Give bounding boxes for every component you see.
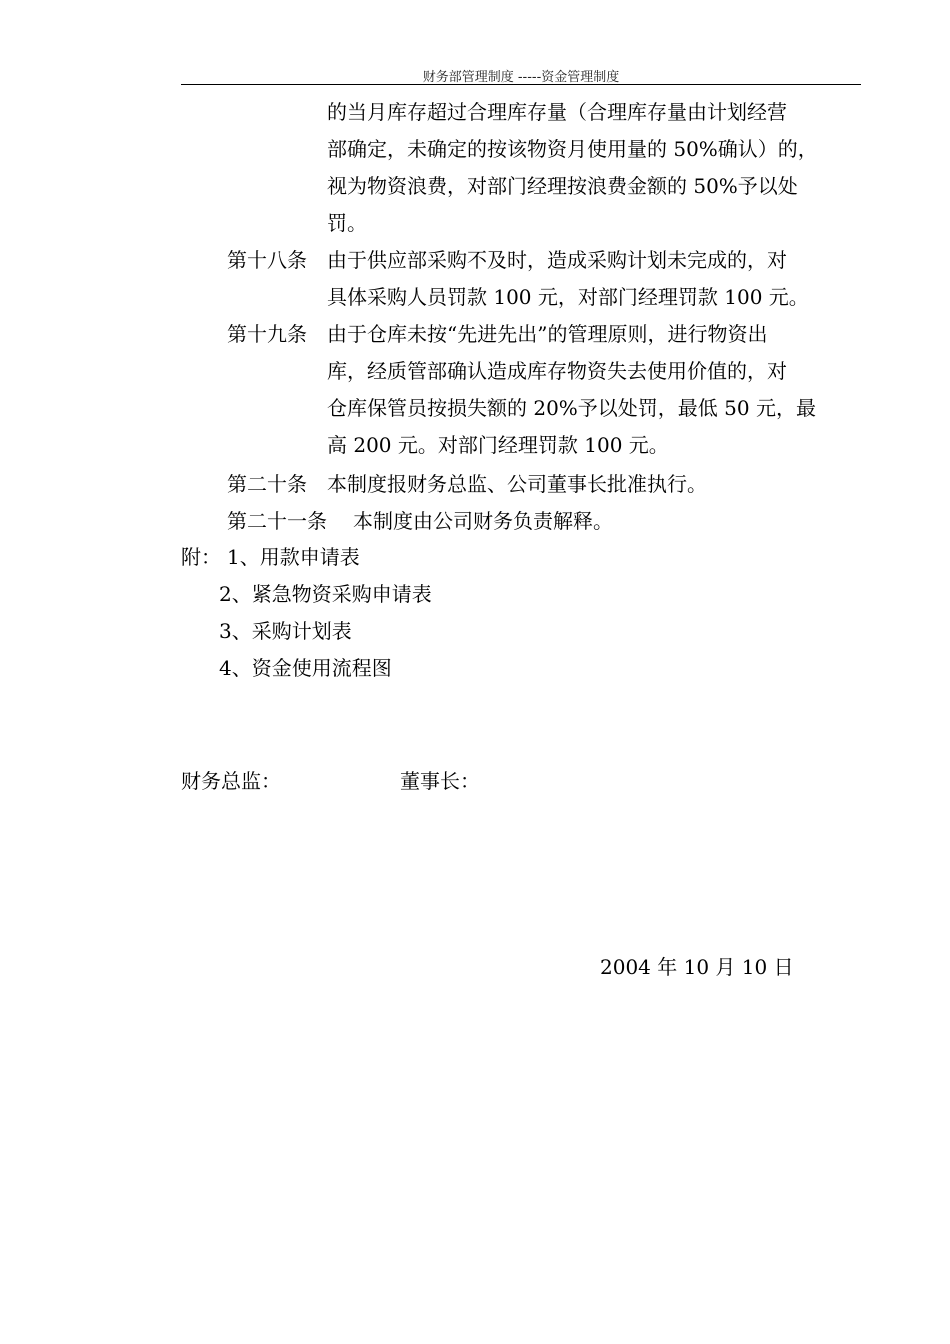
chairman-signature-label: 董事长： (400, 769, 480, 793)
attachment-item-3: 3、采购计划表 (219, 619, 352, 643)
document-date: 2004 年 10 月 10 日 (600, 955, 794, 979)
article-19-line-2: 库，经质管部确认造成库存物资失去使用价值的，对 (327, 359, 787, 383)
article-18-label: 第十八条 (227, 248, 307, 272)
article-20-text: 本制度报财务总监、公司董事长批准执行。 (327, 472, 707, 496)
continuation-line-2: 部确定，未确定的按该物资月使用量的 50%确认）的， (327, 137, 818, 161)
article-20-label: 第二十条 (227, 472, 307, 496)
article-18-line-1: 由于供应部采购不及时，造成采购计划未完成的，对 (327, 248, 787, 272)
article-21-text: 本制度由公司财务负责解释。 (353, 509, 613, 533)
finance-director-signature-label: 财务总监： (181, 769, 281, 793)
attachment-item-2: 2、紧急物资采购申请表 (219, 582, 432, 606)
continuation-line-3: 视为物资浪费，对部门经理按浪费金额的 50%予以处 (327, 174, 798, 198)
article-18-line-2: 具体采购人员罚款 100 元，对部门经理罚款 100 元。 (327, 285, 809, 309)
continuation-line-1: 的当月库存超过合理库存量（合理库存量由计划经营 (327, 100, 787, 124)
attachment-item-4: 4、资金使用流程图 (219, 656, 392, 680)
article-19-line-1: 由于仓库未按“先进先出”的管理原则，进行物资出 (327, 322, 768, 346)
continuation-line-4: 罚。 (327, 211, 367, 235)
article-19-line-3: 仓库保管员按损失额的 20%予以处罚，最低 50 元，最 (327, 396, 816, 420)
header-rule (181, 84, 861, 85)
article-19-line-4: 高 200 元。对部门经理罚款 100 元。 (327, 433, 669, 457)
article-21-label: 第二十一条 (227, 509, 327, 533)
attachment-item-1: 1、用款申请表 (227, 545, 360, 569)
article-19-label: 第十九条 (227, 322, 307, 346)
running-header: 财务部管理制度 -----资金管理制度 (422, 70, 620, 85)
attachments-label: 附： (181, 545, 221, 569)
